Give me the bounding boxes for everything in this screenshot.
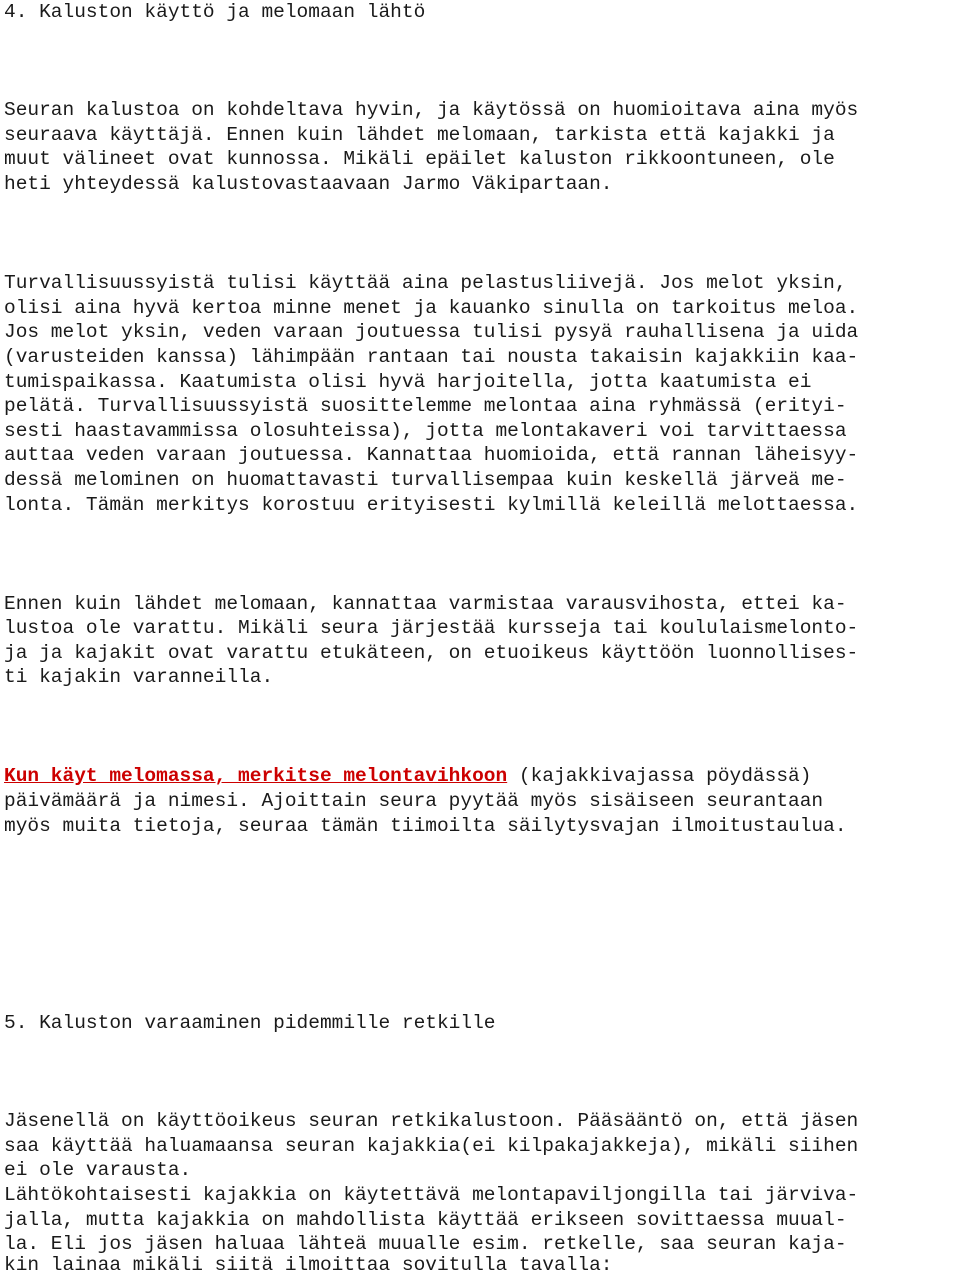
text-line: Lähtökohtaisesti kajakkia on käytettävä melontapaviljongilla tai järviva- (4, 1184, 859, 1206)
highlighted-instruction: Kun käyt melomassa, merkitse melontavihkoon (4, 765, 508, 787)
text-line: Turvallisuussyistä tulisi käyttää aina pelastusliivejä. Jos melot yksin, (4, 272, 847, 294)
text-line: kin lainaa mikäli siitä ilmoittaa sovitulla tavalla: (4, 1254, 613, 1276)
text-line: jalla, mutta kajakkia on mahdollista käyttää erikseen sovittaessa muual- (4, 1209, 847, 1231)
text-line: ja ja kajakit ovat varattu etukäteen, on etuoikeus käyttöön luonnollises- (4, 642, 859, 664)
text-line: päivämäärä ja nimesi. Ajoittain seura pyytää myös sisäiseen seurantaan (4, 790, 824, 812)
text-fragment: (kajakkivajassa pöydässä) (507, 765, 812, 787)
section-heading-4: 4. Kaluston käyttö ja melomaan lähtö (4, 1, 426, 23)
text-line: Jäsenellä on käyttöoikeus seuran retkikalustoon. Pääsääntö on, että jäsen (4, 1110, 859, 1132)
text-line: Ennen kuin lähdet melomaan, kannattaa varmistaa varausvihosta, ettei ka- (4, 593, 847, 615)
text-line: (varusteiden kanssa) lähimpään rantaan tai nousta takaisin kajakkiin kaa- (4, 346, 859, 368)
text-line: sesti haastavammissa olosuhteissa), jotta melontakaveri voi tarvittaessa (4, 420, 847, 442)
text-line: la. Eli jos jäsen haluaa lähteä muualle esim. retkelle, saa seuran kaja- (4, 1233, 847, 1255)
text-line: saa käyttää haluamaansa seuran kajakkia(ei kilpakajakkeja), mikäli siihen (4, 1135, 859, 1157)
section-heading-5: 5. Kaluston varaaminen pidemmille retkille (4, 1012, 496, 1034)
text-line (4, 764, 811, 789)
text-line: Seuran kalustoa on kohdeltava hyvin, ja käytössä on huomioitava aina myös (4, 99, 859, 121)
text-line: seuraava käyttäjä. Ennen kuin lähdet melomaan, tarkista että kajakki ja (4, 124, 835, 146)
text-line: ei ole varausta. (4, 1159, 192, 1181)
text-line: myös muita tietoja, seuraa tämän tiimoilta säilytysvajan ilmoitustaulua. (4, 815, 847, 837)
text-line: ti kajakin varanneilla. (4, 666, 274, 688)
text-line: auttaa veden varaan joutuessa. Kannattaa huomioida, että rannan läheisyy- (4, 444, 859, 466)
text-line: lustoa ole varattu. Mikäli seura järjestää kursseja tai koululaismelonto- (4, 617, 859, 639)
text-line: dessä melominen on huomattavasti turvallisempaa kuin keskellä järveä me- (4, 469, 847, 491)
text-line: Jos melot yksin, veden varaan joutuessa tulisi pysyä rauhallisena ja uida (4, 321, 859, 343)
text-line: muut välineet ovat kunnossa. Mikäli epäilet kaluston rikkoontuneen, ole (4, 148, 835, 170)
text-line: heti yhteydessä kalustovastaavaan Jarmo Väkipartaan. (4, 173, 613, 195)
text-line: lonta. Tämän merkitys korostuu erityisesti kylmillä keleillä melottaessa. (4, 494, 859, 516)
text-line: pelätä. Turvallisuussyistä suosittelemme melontaa aina ryhmässä (erityi- (4, 395, 847, 417)
text-line: olisi aina hyvä kertoa minne menet ja kauanko sinulla on tarkoitus meloa. (4, 297, 859, 319)
text-line: tumispaikassa. Kaatumista olisi hyvä harjoitella, jotta kaatumista ei (4, 371, 812, 393)
